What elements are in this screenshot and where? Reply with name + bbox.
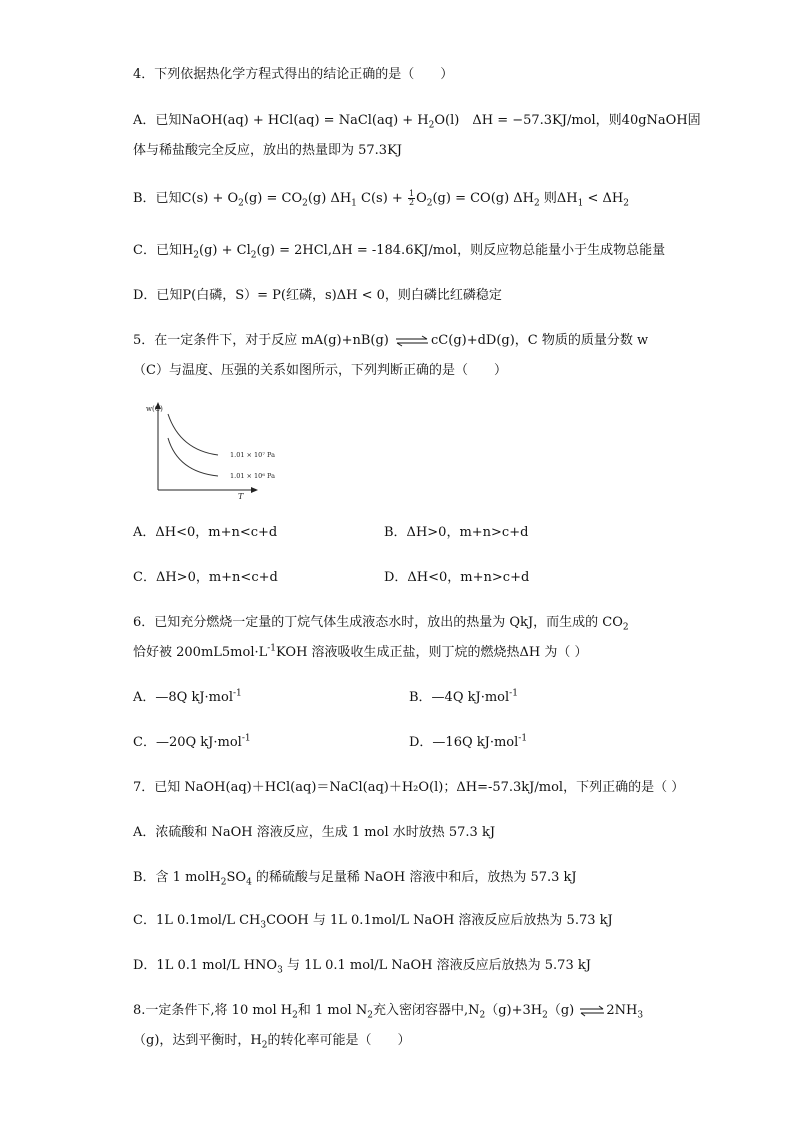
q7-option-c: C．1L 0.1mol/L $CH_3COOH$ 与 1L 0.1mol/L NaOH 溶液反应后放热为 5.73 kJ	[133, 913, 613, 931]
q5-stem-line1: 5．在一定条件下，对于反应 mA(g)+nB(g) cC(g)+dD(g)，C 物质的质量分数 w	[133, 333, 649, 348]
equilibrium-arrow-icon	[395, 336, 429, 346]
q6-option-c: C．—20Q kJ·mol$^{-1}$	[133, 733, 251, 750]
q4-option-b: B．已知$C(s) + O_2(g) = CO_2(g)$ $\Delta H_1$ C(s) + $\frac{1}{2}$ $O_2(g) = CO(g)$ $\Delta H_2$ 则$\Delta H_1 < \Delta H_2$	[133, 189, 629, 209]
q7-stem: 7．已知 NaOH(aq)＋HCl(aq)＝NaCl(aq)＋H₂O(l)；ΔH=-57.3kJ/mol，下列正确的是（ ）	[133, 780, 685, 795]
curve-high-pressure	[168, 414, 218, 455]
q4-option-a-line2: 体与稀盐酸完全反应，放出的热量即为 57.3KJ	[133, 143, 403, 158]
q5-option-a: A．ΔH<0，m+n<c+d	[133, 525, 278, 540]
curve-label-1: 1.01 × 10⁷ Pa	[230, 451, 275, 459]
curve-low-pressure	[168, 438, 218, 476]
q5-stem-line2: （C）与温度、压强的关系如图所示，下列判断正确的是（ ）	[133, 363, 507, 378]
q7-option-a: A．浓硫酸和 NaOH 溶液反应，生成 1 mol 水时放热 57.3 kJ	[133, 825, 496, 840]
equilibrium-arrow-icon	[579, 1006, 605, 1016]
q4-option-c: C．已知$H_2(g) + Cl_2(g) = 2HCl,\Delta H = -184.6KJ/mol$，则反应物总能量小于生成物总能量	[133, 243, 666, 261]
q7-option-d: D．1L 0.1 mol/L $HNO_3$ 与 1L 0.1 mol/L NaOH 溶液反应后放热为 5.73 kJ	[133, 958, 591, 976]
fraction-one-half: $\frac{1}{2}$	[408, 189, 415, 207]
q6-option-d: D．—16Q kJ·mol$^{-1}$	[409, 733, 528, 750]
curve-label-2: 1.01 × 10⁶ Pa	[230, 472, 275, 480]
q4-stem: 4．下列依据热化学方程式得出的结论正确的是（ ）	[133, 67, 454, 82]
q5-option-b: B．ΔH>0，m+n>c+d	[384, 525, 529, 540]
q8-stem-line2: （g)，达到平衡时，$H_2$的转化率可能是（ ）	[133, 1033, 411, 1051]
q5-option-c: C．ΔH>0，m+n<c+d	[133, 570, 278, 585]
q6-stem-line1: 6．已知充分燃烧一定量的丁烷气体生成液态水时，放出的热量为 QkJ，而生成的 $CO_2$	[133, 615, 629, 633]
q4-option-d: D．已知P(白磷，S）= P(红磷，s)ΔH < 0，则白磷比红磷稳定	[133, 288, 502, 303]
y-axis-label: w(C)	[146, 405, 163, 413]
q7-option-b: B．含 1 $molH_2SO_4$ 的稀硫酸与足量稀 NaOH 溶液中和后，放热为 57.3 kJ	[133, 870, 577, 888]
q6-option-b: B．—4Q kJ·mol$^{-1}$	[409, 688, 518, 705]
q6-stem-line2: 恰好被 $200mL5mol\cdot L^{-1}KOH$ 溶液吸收生成正盐，则丁烷的燃烧热ΔH 为（ ）	[133, 643, 588, 660]
x-axis-arrow	[251, 487, 258, 493]
q8-stem-line1: 8.一定条件下,将 10 mol $H_2$和 1 mol $N_2$充入密闭容器中$,N_2(g)+3H_2(g)$ $2NH_3$	[133, 1003, 644, 1021]
q6-option-a: A．—8Q kJ·mol$^{-1}$	[133, 688, 242, 705]
q5-figure-graph	[146, 400, 290, 501]
x-axis-label: T	[238, 492, 244, 501]
q5-option-d: D．ΔH<0，m+n>c+d	[384, 570, 530, 585]
q4-option-a-line1: A．已知NaOH(aq) + HCl(aq) = NaCl(aq) + $H_2O(l)$ ΔH = −57.3KJ/mol，则40gNaOH固	[133, 113, 701, 131]
